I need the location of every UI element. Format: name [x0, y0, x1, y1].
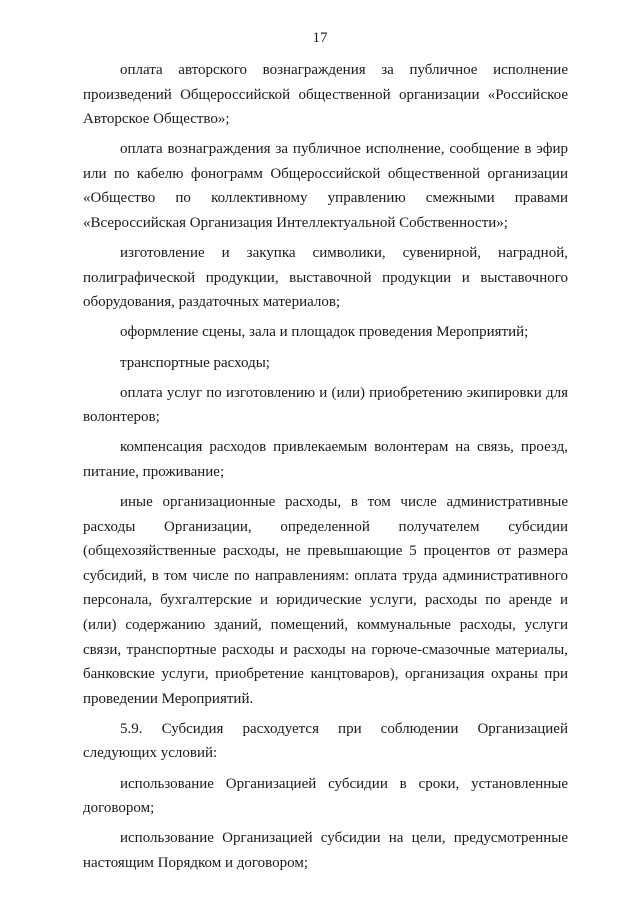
paragraph: компенсация расходов привлекаемым волонтерам на связь, проезд, питание, проживание; [83, 439, 568, 480]
paragraph: оплата вознаграждения за публичное исполнение, сообщение в эфир или по кабелю фонограмм Общероссийской общественной организации «Общество по коллективному управлению смежными правами «Всероссийская Организация Интеллектуальной Собственности»; [83, 141, 568, 232]
paragraph: использование Организацией субсидии на цели, предусмотренные настоящим Порядком и договором; [83, 830, 568, 871]
paragraph: изготовление и закупка символики, сувенирной, наградной, полиграфической продукции, выставочной продукции и выставочного оборудования, раздаточных материалов; [83, 245, 568, 311]
page-number: 17 [312, 30, 328, 46]
paragraph: использование Организацией субсидии в сроки, установленные договором; [83, 775, 568, 817]
paragraph: иные организационные расходы, в том числе административные расходы Организации, определенной получателем субсидии (общехозяйственные расходы, не превышающие 5 процентов от размера субсидий, в том числе по направлениям: оплата труда административного персонала, бухгалтерские и юридические услуги, расходы по аренде и (или) содержанию зданий, помещений, коммунальные расходы, услуги связи, транспортные расходы и расходы на горюче-смазочные материалы, банковские услуги, приобретение канцтоваров), организация охраны при проведении Мероприятий. [83, 494, 568, 707]
paragraph: оформление сцены, зала и площадок проведения Мероприятий; [120, 324, 529, 341]
paragraph: оплата услуг по изготовлению и (или) приобретению экипировки для волонтеров; [83, 384, 568, 426]
paragraph: оплата авторского вознаграждения за публичное исполнение произведений Общероссийской общественной организации «Российское Авторское Общество»; [83, 62, 568, 128]
document-body [83, 58, 568, 875]
paragraph: транспортные расходы; [120, 354, 270, 371]
section-paragraph: 5.9. Субсидия расходуется при соблюдении Организацией следующих условий: [83, 720, 568, 762]
